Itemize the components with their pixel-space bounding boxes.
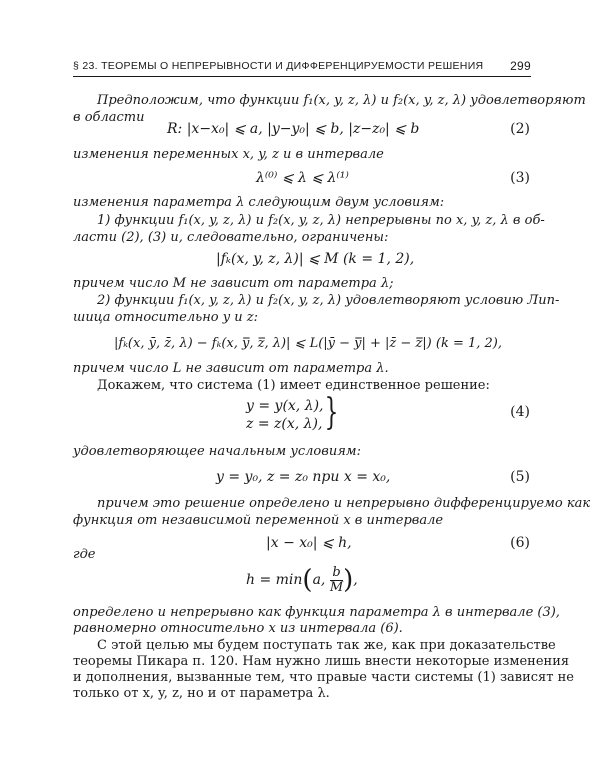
text-line: удовлетворяющее начальным условиям: bbox=[73, 444, 361, 459]
equation-3: λ⁽⁰⁾ ⩽ λ ⩽ λ⁽¹⁾ bbox=[256, 170, 349, 186]
equation-lipschitz: |fₖ(x, ȳ, z̄, λ) − fₖ(x, y̿, z̿, λ)| ⩽ L(|ȳ − y̿| + |z̄ − z̿|) (k = 1, 2), bbox=[114, 336, 502, 351]
text-line: изменения параметра λ следующим двум условиям: bbox=[73, 195, 445, 210]
equation-number: (5) bbox=[510, 469, 530, 485]
text-line: изменения переменных x, y, z и в интервале bbox=[73, 147, 384, 162]
equation-h: h = min(a, $\frac{b}{M}$ ), bbox=[246, 564, 358, 595]
equation-number: (4) bbox=[510, 404, 530, 420]
text-line: 1) функции f₁(x, y, z, λ) и f₂(x, y, z, λ) непрерывны по x, y, z, λ в об- bbox=[97, 213, 545, 228]
equation-bound: |fₖ(x, y, z, λ)| ⩽ M (k = 1, 2), bbox=[216, 251, 415, 267]
text-line: 2) функции f₁(x, y, z, λ) и f₂(x, y, z, λ) удовлетворяют условию Лип- bbox=[97, 293, 560, 308]
text-line: Докажем, что система (1) имеет единственное решение: bbox=[97, 378, 490, 393]
text-line: причем число L не зависит от параметра λ. bbox=[73, 361, 389, 376]
text-line: функция от независимой переменной x в интервале bbox=[73, 513, 444, 528]
text-line: шица относительно y и z: bbox=[73, 310, 258, 325]
running-header bbox=[73, 60, 531, 72]
equation-2: R: |x−x₀| ⩽ a, |y−y₀| ⩽ b, |z−z₀| ⩽ b bbox=[167, 121, 420, 137]
text-line: где bbox=[73, 547, 96, 562]
text-line: причем это решение определено и непрерывно дифференцируемо как bbox=[97, 496, 591, 511]
equation-4b: z = z(x, λ), bbox=[246, 416, 323, 432]
fraction-denominator: M bbox=[329, 579, 344, 595]
equation-number: (3) bbox=[510, 170, 530, 186]
text-line: в области bbox=[73, 110, 145, 125]
text-line: теоремы Пикара п. 120. Нам нужно лишь внести некоторые изменения bbox=[73, 654, 570, 669]
equation-6: |x − x₀| ⩽ h, bbox=[266, 535, 352, 551]
text-line: только от x, y, z, но и от параметра λ. bbox=[73, 686, 330, 701]
equation-h-lhs: h = min bbox=[246, 572, 303, 588]
right-brace: } bbox=[324, 392, 339, 433]
text-line: С этой целью мы будем поступать так же, как при доказательстве bbox=[97, 638, 556, 653]
page-number: 299 bbox=[510, 59, 531, 73]
equation-5: y = y₀, z = z₀ при x = x₀, bbox=[216, 469, 391, 485]
text-line: ласти (2), (3) и, следовательно, ограничены: bbox=[73, 230, 389, 245]
text-line: и дополнения, вызванные тем, что правые части системы (1) зависят не bbox=[73, 670, 574, 685]
fraction-numerator: b bbox=[332, 564, 341, 580]
equation-number: (2) bbox=[510, 121, 530, 137]
text-line: Предположим, что функции f₁(x, y, z, λ) и f₂(x, y, z, λ) удовлетворяют bbox=[97, 93, 586, 108]
header-rule bbox=[73, 76, 531, 77]
equation-h-a: a, bbox=[312, 572, 326, 588]
text-line: причем число M не зависит от параметра λ; bbox=[73, 276, 394, 291]
equation-4a: y = y(x, λ), bbox=[246, 398, 324, 414]
equation-number: (6) bbox=[510, 535, 530, 551]
text-line: определено и непрерывно как функция параметра λ в интервале (3), bbox=[73, 605, 560, 620]
fraction bbox=[330, 566, 343, 595]
text-line: равномерно относительно x из интервала (6). bbox=[73, 621, 403, 636]
header-title: § 23. ТЕОРЕМЫ О НЕПРЕРЫВНОСТИ И ДИФФЕРЕНЦИРУЕМОСТИ РЕШЕНИЯ bbox=[73, 60, 484, 72]
